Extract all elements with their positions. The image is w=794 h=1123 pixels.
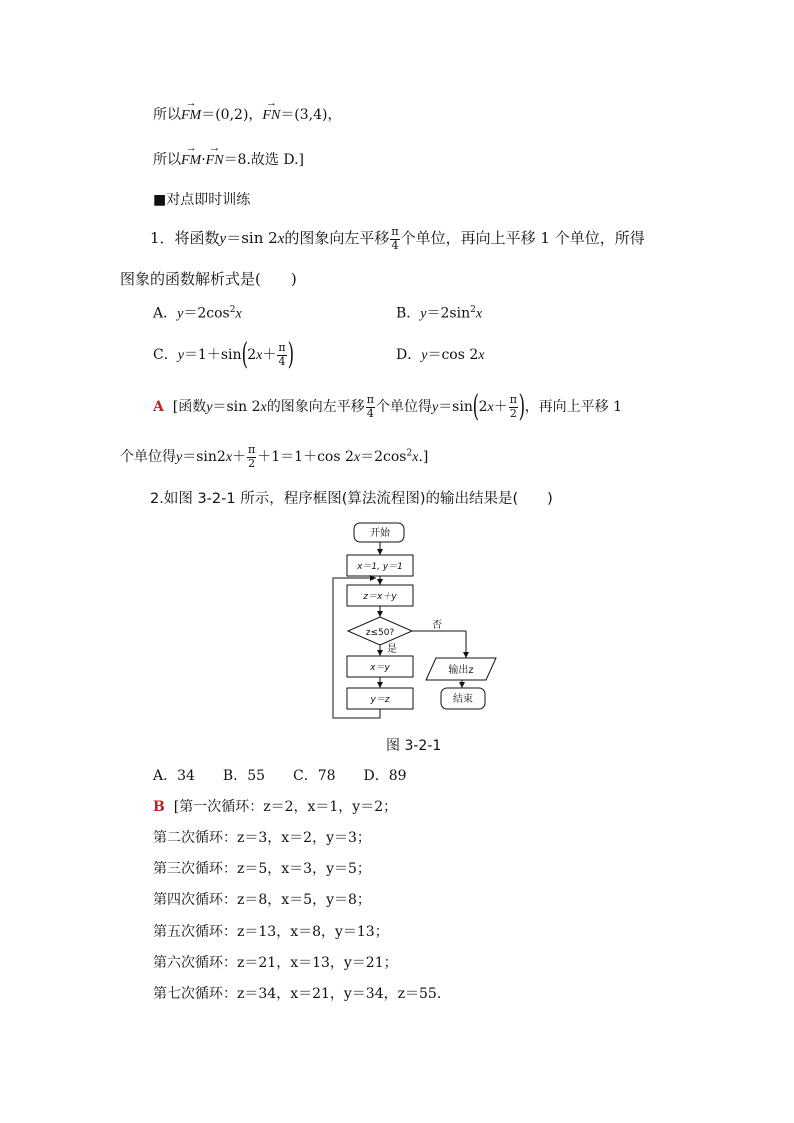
var-x: x <box>487 400 494 415</box>
sum-label: z＝x＋y <box>363 592 397 602</box>
right-paren: ) <box>287 337 294 372</box>
assign-x-label: x＝y <box>370 663 390 673</box>
option-expr: ＝cos 2 <box>427 347 479 363</box>
var-x: x <box>412 450 419 466</box>
numerator: π <box>248 443 256 456</box>
q1-number: 1．将函数 <box>150 229 220 248</box>
var-y: y <box>177 348 184 363</box>
denominator: 4 <box>278 354 286 368</box>
var-y: y <box>421 348 428 363</box>
yes-label: 是 <box>387 644 397 655</box>
exponent: 2 <box>406 448 413 459</box>
answer-text: [函数 <box>172 399 207 415</box>
line1-eq2: ＝(3,4)， <box>280 107 342 123</box>
q2-options: A．34 B．55 C．78 D．89 <box>153 768 407 784</box>
numerator: π <box>509 392 517 406</box>
vector-fm: → FM <box>181 154 201 168</box>
q2-loop-4: 第四次循环：z＝8，x＝5，y＝8； <box>153 892 371 908</box>
line1-eq1: ＝(0,2)， <box>201 107 263 123</box>
q2-loop-2: 第二次循环：z＝3，x＝2，y＝3； <box>153 830 371 846</box>
coef: 2 <box>247 347 257 363</box>
var-y: y <box>420 306 427 322</box>
figure-caption: 图 3-2-1 <box>386 738 442 754</box>
var-x: x <box>256 348 263 363</box>
left-paren: ( <box>472 389 479 424</box>
answer-text: ＝sin2 <box>182 449 226 466</box>
start-label: 开始 <box>370 528 390 539</box>
var-x: x <box>475 306 483 322</box>
option-expr: ＝1＋sin <box>183 347 242 363</box>
answer-text: ＝sin <box>438 399 473 415</box>
end-label: 结束 <box>453 694 473 705</box>
denominator: 4 <box>391 238 399 252</box>
answer-text: .] <box>418 449 429 466</box>
var-x: x <box>235 306 242 322</box>
var-x: x <box>277 231 285 248</box>
var-y: y <box>177 306 184 322</box>
var-x: x <box>225 450 233 466</box>
var-y: y <box>176 450 183 466</box>
init-label: x＝1, y＝1 <box>357 562 403 572</box>
option-label: B． <box>396 305 421 322</box>
q2-loop-6: 第六次循环：z＝21，x＝13，y＝21； <box>153 955 398 971</box>
line2-rest: ＝8.故选 D.] <box>223 152 305 168</box>
no-label: 否 <box>432 620 442 631</box>
vector-fn: → FN <box>262 109 280 123</box>
denominator: 2 <box>509 406 517 420</box>
plus: ＋ <box>262 347 277 363</box>
condition-label: z≤50? <box>365 628 395 638</box>
option-label: D． <box>396 347 422 363</box>
coef: 2 <box>478 399 488 415</box>
q1-expr: ＝sin 2 <box>226 229 278 248</box>
answer-text: 的图象向左平移 <box>266 399 365 415</box>
left-paren: ( <box>241 337 248 372</box>
vector-fn: → FN <box>206 154 224 168</box>
answer-text: 个单位得 <box>375 399 432 415</box>
q1-text-b: 个单位，再向上平移 1 个单位，所得 <box>400 229 645 248</box>
answer-letter: B <box>153 799 165 815</box>
answer-letter: A <box>153 399 164 415</box>
output-label: 输出z <box>448 665 474 676</box>
assign-y-label: y＝z <box>370 695 390 705</box>
numerator: π <box>391 225 399 238</box>
answer-text: ＝sin 2 <box>212 399 261 415</box>
exponent: 2 <box>470 305 476 315</box>
line1-prefix: 所以 <box>153 107 181 123</box>
var-x: x <box>478 348 485 363</box>
var-y: y <box>206 400 213 415</box>
q1-stem-line-2: 图象的函数解析式是( ) <box>120 270 297 288</box>
var-x: x <box>353 450 361 466</box>
q2-stem: 2.如图 3-2-1 所示，程序框图(算法流程图)的输出结果是( ) <box>150 491 553 507</box>
denominator: 4 <box>366 406 374 420</box>
answer-text: 个单位得 <box>120 449 176 466</box>
denominator: 2 <box>248 456 256 470</box>
dot-operator: · <box>201 152 206 168</box>
loop-line: [第一次循环：z＝2，x＝1，y＝2； <box>173 799 398 815</box>
q2-loop-3: 第三次循环：z＝5，x＝3，y＝5； <box>153 861 371 877</box>
numerator: π <box>366 392 374 406</box>
line2-prefix: 所以 <box>153 152 181 168</box>
option-expr: ＝2cos <box>183 305 230 322</box>
option-expr: ＝2sin <box>426 305 471 322</box>
plus: ＋ <box>232 449 247 466</box>
section-heading: ■对点即时训练 <box>153 192 251 208</box>
answer-text: ＝2cos <box>360 449 407 466</box>
option-label: A． <box>153 305 178 322</box>
var-y: y <box>219 231 227 248</box>
var-x: x <box>260 400 267 415</box>
var-y: y <box>431 400 439 415</box>
q2-answer-line-1 <box>153 800 397 814</box>
q2-loop-7: 第七次循环：z＝34，x＝21，y＝34，z＝55. <box>153 986 442 1002</box>
right-paren: ) <box>518 389 526 424</box>
vector-fm: → FM <box>181 109 201 123</box>
plus: ＋ <box>493 399 508 415</box>
option-label: C． <box>153 347 178 363</box>
numerator: π <box>278 340 286 354</box>
answer-text: ，再向上平移 1 <box>524 399 623 415</box>
exponent: 2 <box>229 305 236 315</box>
answer-text: ＋1＝1＋cos 2 <box>257 449 354 466</box>
q2-loop-5: 第五次循环：z＝13，x＝8，y＝13； <box>153 924 389 940</box>
q1-text-a: 的图象向左平移 <box>284 229 390 248</box>
